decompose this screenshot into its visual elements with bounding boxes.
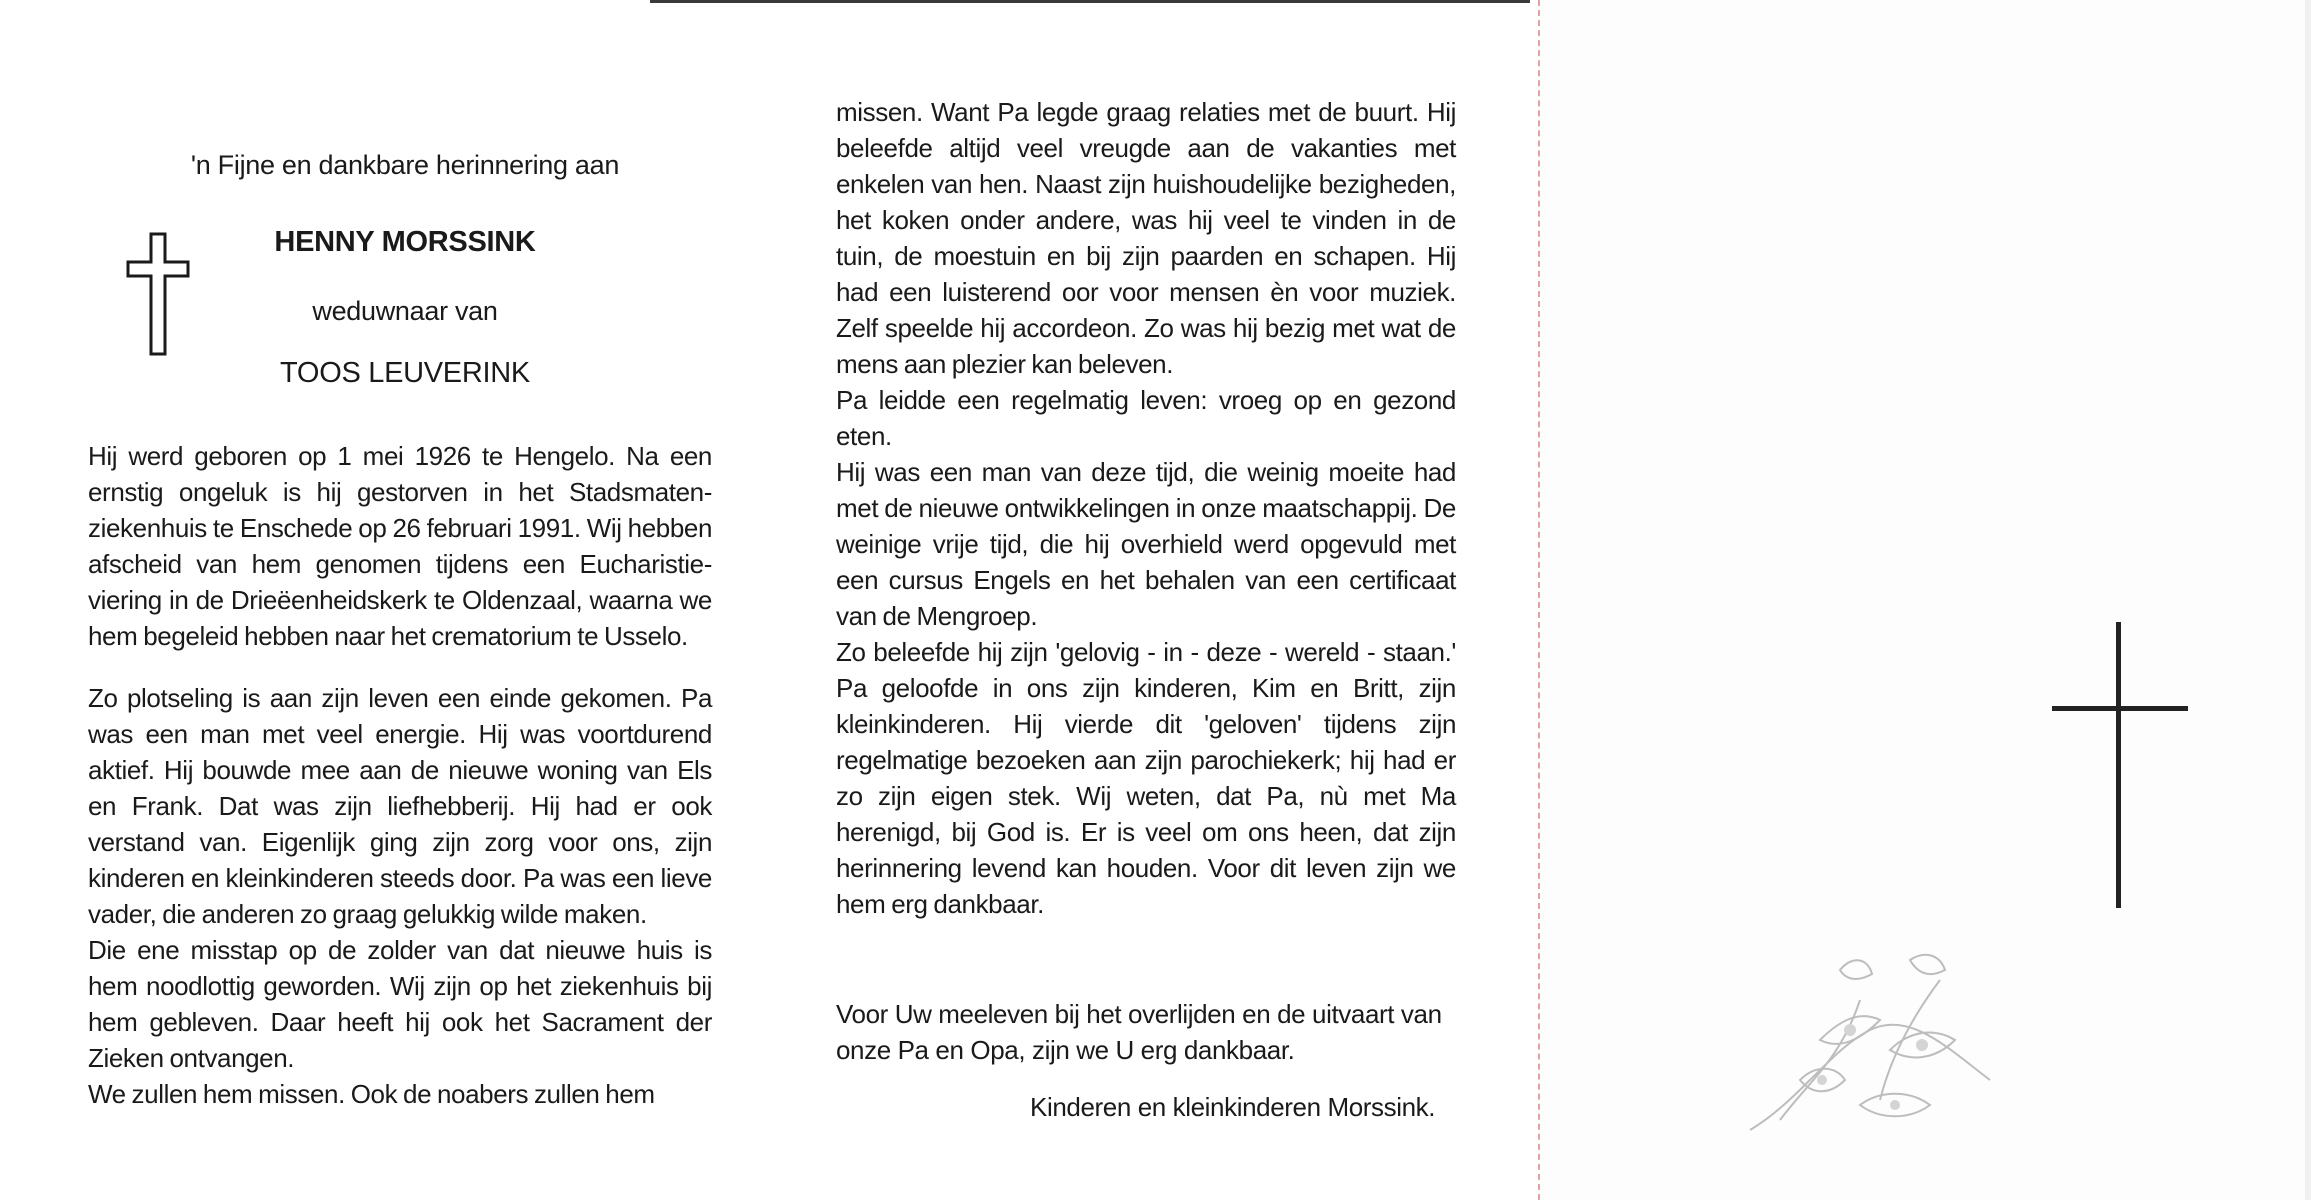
paragraph: Zo beleefde hij zijn 'gelovig - in - deze - wereld - staan.' Pa geloofde in ons zijn kinderen, Kim en Britt, zijn kleinkinderen. Hij vierde dit 'geloven' tijdens zijn regelmatige bezoeken aan zijn parochiekerk; hij had er zo zijn eigen stek. Wij weten, dat Pa, nù met Ma herenigd, bij God is. Er is veel om ons heen, dat zijn herinnering levend kan houden. Voor dit leven zijn we hem erg dankbaar. <box>836 637 1456 919</box>
cross-icon <box>2050 620 2190 910</box>
relation-line: weduwnaar van <box>312 296 498 326</box>
flowers-illustration <box>1740 900 2000 1140</box>
intro-line: 'n Fijne en dankbare herinnering aan <box>190 150 620 180</box>
paragraph: We zullen hem missen. Ook de noabers zullen hem <box>88 1079 655 1109</box>
paragraph: Hij was een man van deze tijd, die weinig moeite had met de nieuwe ontwikkelingen in onze maatschappij. De weinige vrije tijd, die hij overhield werd opgevuld met een cursus Engels en het behalen van een certificaat van de Mengroep. <box>836 457 1456 631</box>
card-left-panel <box>0 0 770 1200</box>
spouse-name: TOOS LEUVERINK <box>280 357 530 389</box>
thanks-text: Voor Uw meeleven bij het overlijden en de uitvaart van onze Pa en Opa, zijn we U erg dankbaar. <box>836 999 1442 1065</box>
paragraph: Hij werd geboren op 1 mei 1926 te Hengelo. Na een ernstig ongeluk is hij gestorven in het Stadsmaten-ziekenhuis te Enschede op 26 februari 1991. Wij hebben afscheid van hem genomen tijdens een Eucharistie-viering in de Drieëenheidskerk te Oldenzaal, waarna we hem begeleid hebben naar het crematorium te Usselo. <box>88 441 712 651</box>
paragraph: missen. Want Pa legde graag relaties met de buurt. Hij beleefde altijd veel vreugde aan de vakanties met enkelen van hen. Naast zijn huishoudelijke bezigheden, het koken onder andere, was hij veel te vinden in de tuin, de moestuin en bij zijn paarden en schapen. Hij had een luisterend oor voor mensen èn voor muziek. Zelf speelde hij accordeon. Zo was hij bezig met wat de mens aan plezier kan beleven. <box>836 97 1456 379</box>
biography-column-left <box>88 438 712 1112</box>
paragraph: Pa leidde een regelmatig leven: vroeg op en gezond eten. <box>836 385 1456 451</box>
paragraph: Zo plotseling is aan zijn leven een einde gekomen. Pa was een man met veel energie. Hij was voortdurend aktief. Hij bouwde mee aan de nieuwe woning van Els en Frank. Dat was zijn liefhebberij. Hij had er ook verstand van. Eigenlijk ging zijn zorg voor ons, zijn kinderen en kleinkinderen steeds door. Pa was een lieve vader, die anderen zo graag gelukkig wilde maken. <box>88 683 712 929</box>
deceased-name: HENNY MORSSINK <box>274 226 536 258</box>
biography-column-right <box>836 94 1456 922</box>
paragraph: Die ene misstap op de zolder van dat nieuwe huis is hem noodlottig geworden. Wij zijn op het ziekenhuis bij hem gebleven. Daar heeft hij ook het Sacrament der Zieken ontvangen. <box>88 935 712 1073</box>
signoff-text: Kinderen en kleinkinderen Morssink. <box>1030 1092 1436 1122</box>
scan-edge <box>2305 0 2311 1200</box>
